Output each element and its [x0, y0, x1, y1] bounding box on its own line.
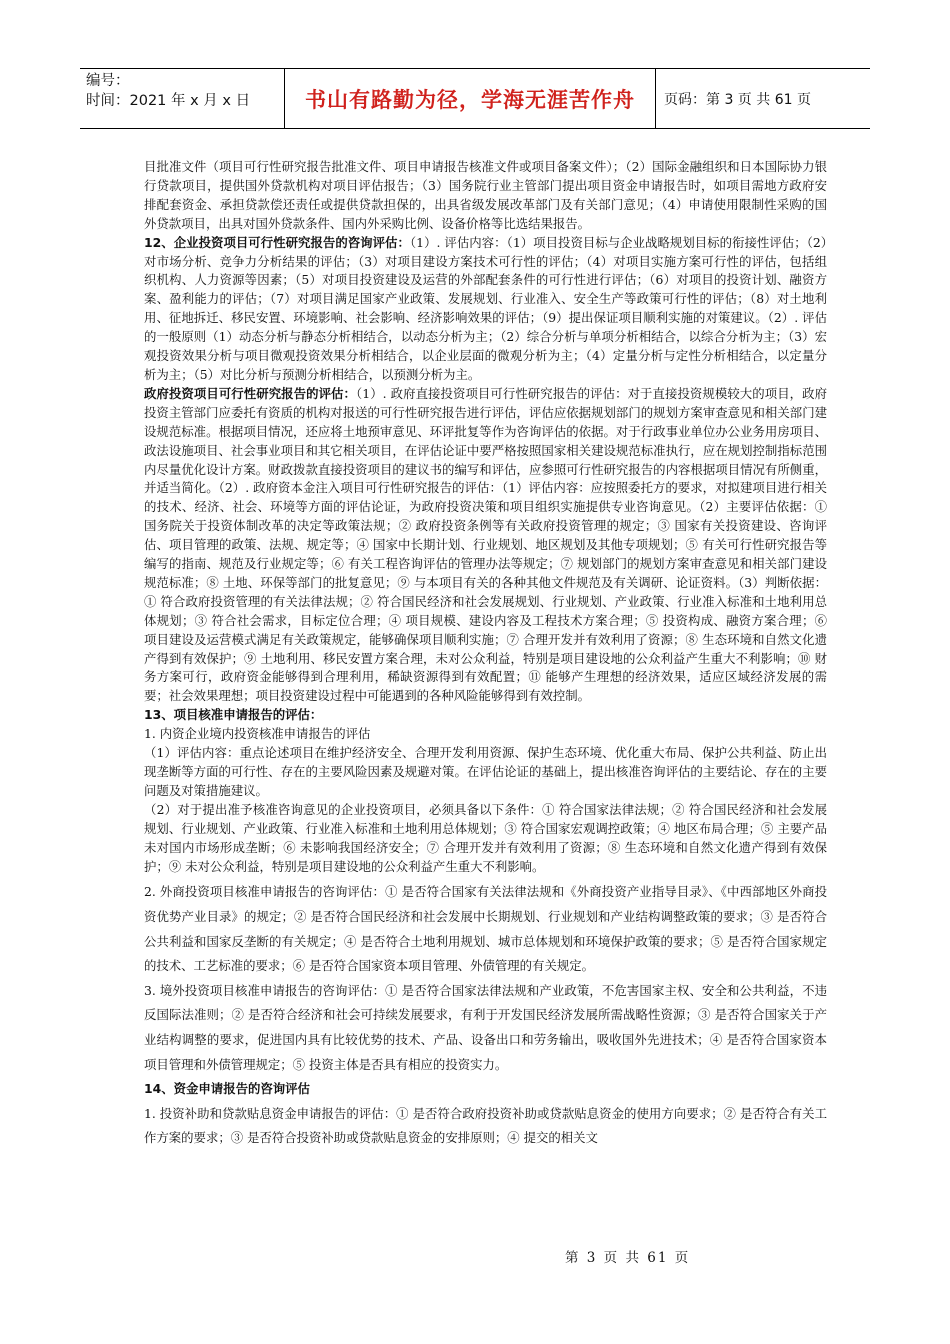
document-date: 时间：2021 年 x 月 x 日 [86, 93, 251, 109]
page-footer: 第 3 页 共 61 页 [565, 1250, 691, 1266]
section-gov-investment [144, 385, 827, 706]
section-12 [144, 234, 827, 385]
section-13-item-1-conditions: （2）对于提出准予核准咨询意见的企业投资项目，必须具备以下条件：① 符合国家法律法规；② 符合国民经济和社会发展规划、行业规划、产业政策、行业准入标准和土地利用总体规划；③ 符合国家宏观调控政策；④ 地区布局合理；⑤ 主要产品未对国内市场形成垄断；⑥ 未影响我国经济安全；⑦ 合理开发并有效利用了资源；⑧ 生态环境和自然文化遗产得到有效保护；⑨ 未对公众利益，特别是项目建设地的公众利益产生重大不利影响。 [144, 801, 827, 874]
header-motto: 书山有路勤为径，学海无涯苦作舟 [285, 69, 656, 128]
section-13-item-3: 3. 境外投资项目核准申请报告的咨询评估：① 是否符合国家法律法规和产业政策，不危害国家主权、安全和公共利益，不违反国际法准则；② 是否符合经济和社会可持续发展要求，有利于开发国民经济发展所需战略性资源；③ 是否符合国家关于产业结构调整的要求，促进国内具有比较优势的技术、产品、设备出口和劳务输出，吸收国外先进技术；④ 是否符合国家资本项目管理和外债管理规定；⑤ 投资主体是否具有相应的投资实力。 [144, 982, 827, 1072]
document-number-label: 编号： [86, 73, 130, 89]
loose-section [144, 880, 827, 1151]
gov-investment-body: （1）. 政府直接投资项目可行性研究报告的评估：对于直接投资规模较大的项目，政府投资主管部门应委托有资质的机构对报送的可行性研究报告进行评估，评估应依据规划部门的规划方案审查意见和相关部门建设规范标准。根据项目情况，还应将土地预审意见、环评批复等作为咨询评估的依据。对于行政事业单位办公业务用房项目、政法设施项目、社会事业项目和其它相关项目，在评估论证中要严格按照国家相关建设规范标准执行，应在规划控制指标范围内尽量优化设计方案。财政拨款直接投资项目的建议书的编写和评估，应参照可行性研究报告的内容根据项目情况有所侧重，并适当简化。（2）. 政府资本金注入项目可行性研究报告的评估：（1）评估内容：应按照委托方的要求，对拟建项目进行相关的技术、经济、社会、环境等方面的评估论证，为政府投资决策和项目组织实施提供专业咨询意见。（2）主要评估依据：① 国务院关于投资体制改革的决定等政策法规；② 政府投资条例等有关政府投资管理的规定；③ 国家有关投资建设、咨询评估、项目管理的政策、法规、规定等；④ 国家中长期计划、行业规划、地区规划及其他专项规划；⑤ 有关可行性研究报告等编写的指南、规范及行业规定等；⑥ 有关工程咨询评估的管理办法等规定；⑦ 规划部门的规划方案审查意见和相关部门建设规范标准；⑧ 土地、环保等部门的批复意见；⑨ 与本项目有关的各种其他文件规范及有关调研、论证资料。（3）判断依据：① 符合政府投资管理的有关法律法规；② 符合国民经济和社会发展规划、行业规划、产业政策、行业准入标准和土地利用总体规划；③ 符合社会需求，目标定位合理；④ 项目规模、建设内容及工程技术方案合理；⑤ 投资构成、融资方案合理；⑥ 项目建设及运营模式满足有关政策规定，能够确保项目顺利实施；⑦ 合理开发并有效利用了资源；⑧ 生态环境和自然文化遗产得到有效保护；⑨ 土地利用、移民安置方案合理，未对公众利益，特别是项目建设地的公众利益产生重大不利影响；⑩ 财务方案可行，政府资金能够得到合理利用，稀缺资源得到有效配置；⑪ 能够产生理想的经济效果，适应区域经济发展的需要；社会效果理想；项目投资建设过程中可能遇到的各种风险能够得到有效控制。 [144, 385, 827, 704]
section-14-item-1: 1. 投资补助和贷款贴息资金申请报告的评估：① 是否符合政府投资补助或贷款贴息资金的使用方向要求；② 是否符合有关工作方案的要求；③ 是否符合投资补助或贷款贴息资金的安排原则；④ 提交的相关文 [144, 1105, 827, 1146]
section-13-item-1: 1. 内资企业境内投资核准申请报告的评估 [144, 726, 371, 742]
header-meta [80, 69, 285, 128]
document-body [144, 158, 827, 1151]
section-13-item-1-content: （1）评估内容：重点论述项目在维护经济安全、合理开发利用资源、保护生态环境、优化重大布局、保护公共利益、防止出现垄断等方面的可行性、存在的主要风险因素及规避对策。在评估论证的基础上，提出核准咨询评估的主要结论、存在的主要问题及对策措施建议。 [144, 745, 827, 798]
gov-investment-heading: 政府投资项目可行性研究报告的评估： [144, 385, 356, 401]
paragraph-funding-docs: 目批准文件（项目可行性研究报告批准文件、项目申请报告核准文件或项目备案文件）；（2）国际金融组织和日本国际协力银行贷款项目，提供国外贷款机构对项目评估报告；（3）国务院行业主管部门提出项目资金申请报告时，如项目需地方政府安排配套资金、承担贷款偿还责任或提供贷款担保的，出具省级发展改革部门及有关部门意见；（4）申请使用限制性采购的国外贷款项目，出具对国外贷款条件、国内外采购比例、设备价格等比选结果报告。 [144, 159, 827, 231]
section-13-item-2: 2. 外商投资项目核准申请报告的咨询评估：① 是否符合国家有关法律法规和《外商投资产业指导目录》、《中西部地区外商投资优势产业目录》的规定；② 是否符合国民经济和社会发展中长期规划、行业规划和产业结构调整政策的要求；③ 是否符合公共利益和国家反垄断的有关规定；④ 是否符合土地利用规划、城市总体规划和环境保护政策的要求；⑤ 是否符合国家规定的技术、工艺标准的要求；⑥ 是否符合国家资本项目管理、外债管理的有关规定。 [144, 884, 827, 974]
section-14-heading: 14、资金申请报告的咨询评估 [144, 1081, 310, 1097]
section-12-heading: 12、企业投资项目可行性研究报告的咨询评估： [144, 234, 410, 250]
section-13-heading: 13、项目核准申请报告的评估： [144, 707, 323, 723]
dense-section [144, 158, 827, 876]
page-header [80, 68, 870, 129]
header-page-info: 页码：第 3 页 共 61 页 [664, 91, 811, 108]
section-12-body: （1）. 评估内容：（1）项目投资目标与企业战略规划目标的衔接性评估；（2）对市场分析、竞争力分析结果的评估；（3）对项目建设方案技术可行性的评估；（4）对项目实施方案可行性的评估，包括组织机构、人力资源等因素；（5）对项目投资建设及运营的外部配套条件的可行性进行评估；（6）对项目的投资计划、融资方案、盈利能力的评估；（7）对项目满足国家产业政策、发展规划、行业准入、安全生产等政策可行性的评估；（8）对土地利用、征地拆迁、移民安置、环境影响、社会影响、经济影响效果的评估；（9）提出保证项目顺利实施的对策建议。（2）. 评估的一般原则（1）动态分析与静态分析相结合，以动态分析为主；（2）综合分析与单项分析相结合，以综合分析为主；（3）宏观投资效果分析与项目微观投资效果分析相结合，以企业层面的微观分析为主；（4）定量分析与定性分析相结合，以定量分析为主；（5）对比分析与预测分析相结合，以预测分析为主。 [144, 234, 827, 382]
